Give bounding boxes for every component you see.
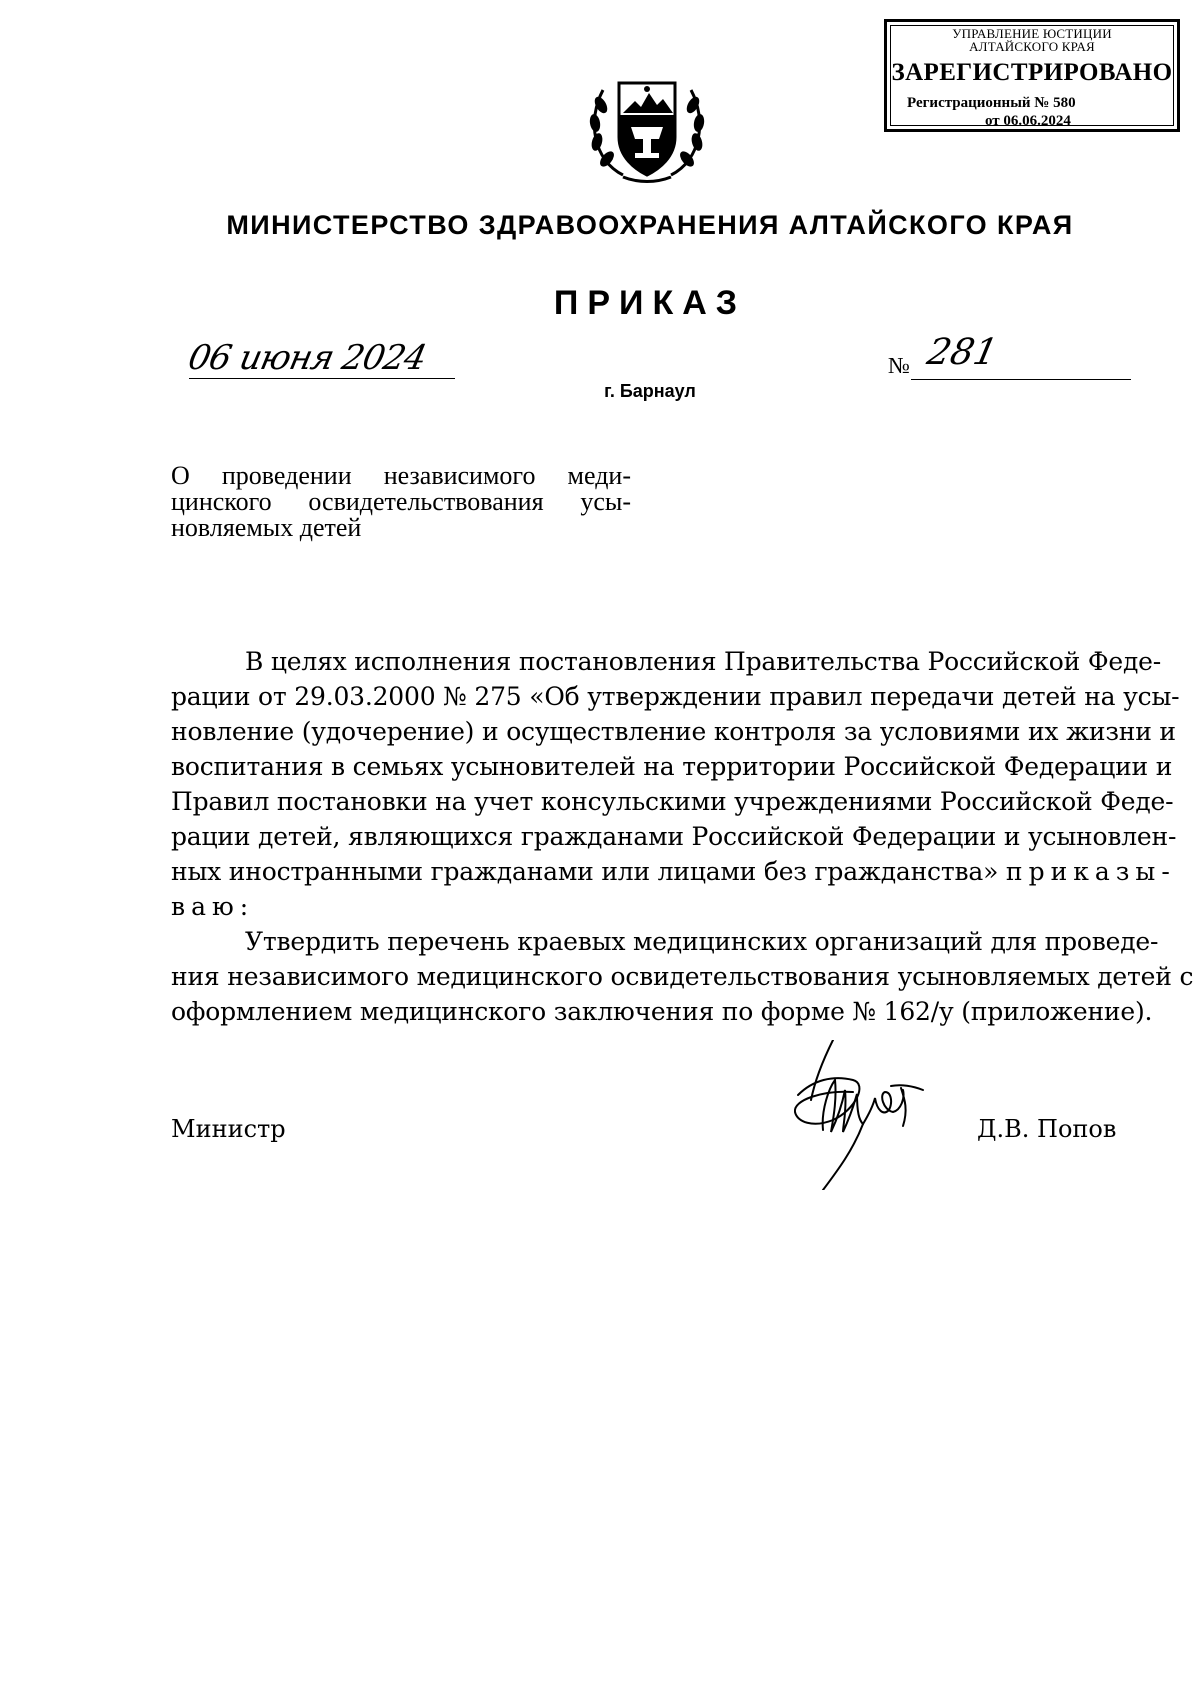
number-underline [911,379,1131,380]
body-line: рации детей, являющихся гражданами Российской Федерации и усыновлен- [171,822,1177,851]
body-line: ных иностранными гражданами или лицами без гражданства» [171,857,999,886]
body-text [171,644,1194,1029]
spacer [998,857,1006,886]
body-line-with-order-word [171,854,1176,889]
body-line: Утвердить перечень краевых медицинских организаций для проведе- [245,927,1159,956]
body-line: рации от 29.03.2000 № 275 «Об утверждении правил передачи детей на усы- [171,682,1180,711]
registration-stamp [884,19,1180,132]
subject-line: новляемых детей [171,513,362,542]
subject-line: цинского освидетельствования усы- [171,487,631,516]
coat-of-arms-icon [583,65,711,185]
body-line: оформлением медицинского заключения по форме № 162/у (приложение). [171,997,1153,1026]
subject-line: О проведении независимого меди- [171,461,631,490]
body-line: Правил постановки на учет консульскими учреждениями Российской Феде- [171,787,1174,816]
body-line: воспитания в семьях усыновителей на территории Российской Федерации и [171,752,1173,781]
document-type: ПРИКАЗ [553,284,747,322]
signer-position: Министр [171,1115,286,1143]
stamp-reg-date: от 06.06.2024 [985,113,1071,129]
ministry-title: МИНИСТЕРСТВО ЗДРАВООХРАНЕНИЯ АЛТАЙСКОГО КРАЯ [226,210,1074,240]
number-label: № [888,353,910,378]
subject-block [171,463,631,541]
signer-name: Д.В. Попов [977,1115,1117,1143]
order-word: приказы- [1005,857,1176,886]
order-word-end: ваю: [171,892,255,921]
stamp-reg-number: Регистрационный № 580 [907,95,1076,111]
handwritten-signature-icon [793,1040,938,1190]
body-line: ния независимого медицинского освидетельствования усыновляемых детей с [171,962,1194,991]
handwritten-number: 281 [923,332,1002,373]
date-underline [189,378,455,379]
handwritten-date: 06 июня 2024 [184,338,430,378]
stamp-org-line1: УПРАВЛЕНИЕ ЮСТИЦИИ [952,26,1112,41]
body-line: В целях исполнения постановления Правительства Российской Феде- [245,647,1162,676]
stamp-status: ЗАРЕГИСТРИРОВАНО [891,59,1173,86]
city: г. Барнаул [604,381,696,401]
body-line: новление (удочерение) и осуществление контроля за условиями их жизни и [171,717,1176,746]
stamp-org-line2: АЛТАЙСКОГО КРАЯ [969,39,1095,54]
